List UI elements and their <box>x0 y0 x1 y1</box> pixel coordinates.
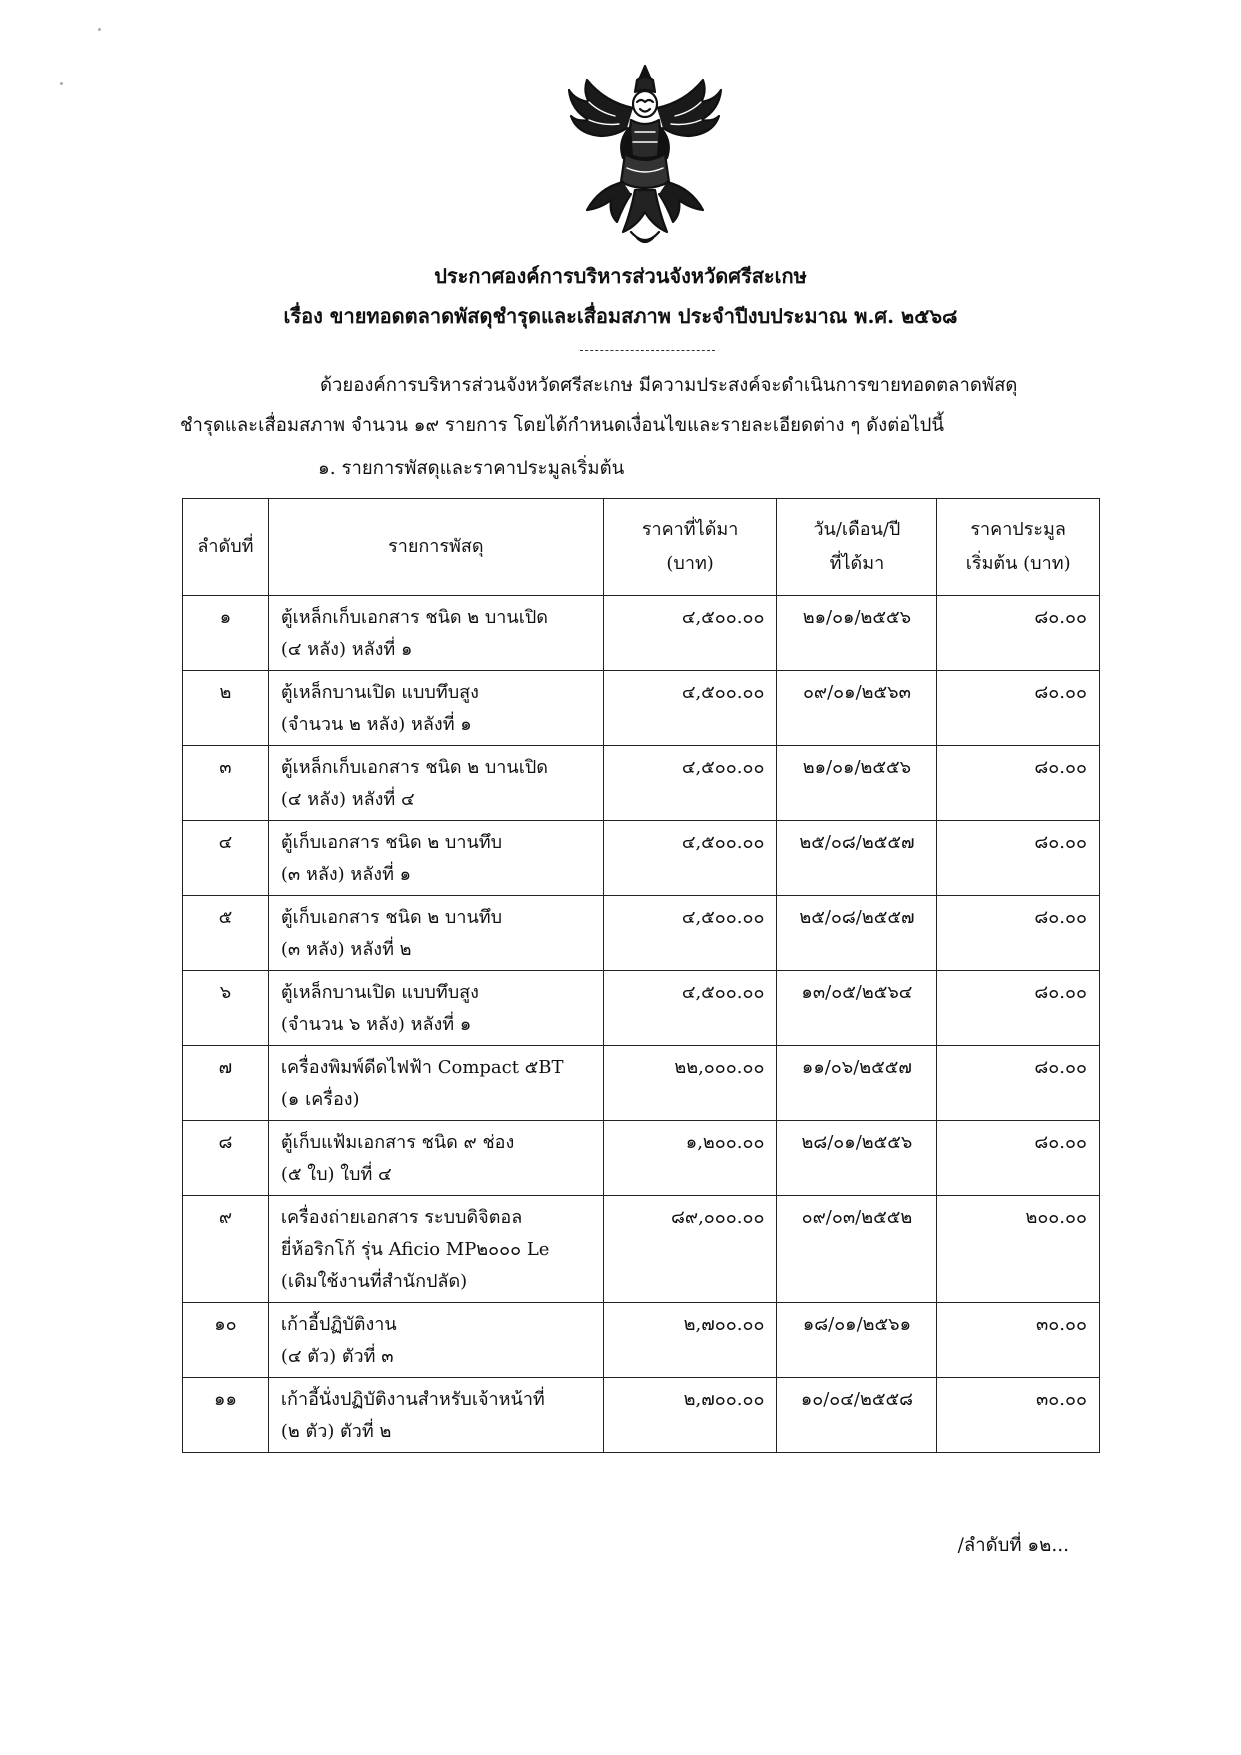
starting-bid: ๘๐.๐๐ <box>937 596 1100 671</box>
row-number: ๙ <box>183 1196 269 1303</box>
item-description <box>268 821 603 896</box>
table-header-row <box>183 499 1100 596</box>
starting-bid: ๘๐.๐๐ <box>937 896 1100 971</box>
item-description <box>268 971 603 1046</box>
col-header-date-sub: ที่ได้มา <box>829 553 885 574</box>
announcement-title: ประกาศองค์การบริหารส่วนจังหวัดศรีสะเกษ <box>434 264 807 288</box>
acquired-date: ๒๑/๐๑/๒๕๕๖ <box>777 596 937 671</box>
item-description <box>268 746 603 821</box>
item-description <box>268 1378 603 1453</box>
starting-bid: ๘๐.๐๐ <box>937 1121 1100 1196</box>
row-number: ๑๑ <box>183 1378 269 1453</box>
item-description <box>268 1121 603 1196</box>
col-header-price <box>603 499 777 596</box>
table-row <box>183 821 1100 896</box>
item-description <box>268 1196 603 1303</box>
items-table <box>182 498 1100 1453</box>
row-number: ๑ <box>183 596 269 671</box>
intro-paragraph-line1: ด้วยองค์การบริหารส่วนจังหวัดศรีสะเกษ มีความประสงค์จะดำเนินการขายทอดตลาดพัสดุ <box>320 375 1018 396</box>
item-line: ยี่ห้อริกโก้ รุ่น Aficio MP๒๐๐๐ Le <box>280 1239 550 1260</box>
acquired-date: ๑๐/๐๔/๒๕๕๘ <box>777 1378 937 1453</box>
scan-speck <box>98 28 101 31</box>
intro-paragraph-line2: ชำรุดและเสื่อมสภาพ จำนวน ๑๙ รายการ โดยได้กำหนดเงื่อนไขและรายละเอียดต่าง ๆ ดังต่อไปนี้ <box>180 415 945 436</box>
col-header-no-label: ลำดับที่ <box>197 536 254 557</box>
row-number: ๘ <box>183 1121 269 1196</box>
col-header-start-price <box>937 499 1100 596</box>
item-line: เครื่องถ่ายเอกสาร ระบบดิจิตอล <box>280 1207 523 1228</box>
col-header-item-label: รายการพัสดุ <box>388 536 484 557</box>
acquired-date: ๒๑/๐๑/๒๕๕๖ <box>777 746 937 821</box>
item-line: ตู้เหล็กเก็บเอกสาร ชนิด ๒ บานเปิด <box>280 607 548 628</box>
item-line: เครื่องพิมพ์ดีดไฟฟ้า Compact ๕BT <box>280 1057 564 1078</box>
col-header-start-unit: เริ่มต้น (บาท) <box>965 553 1071 574</box>
col-header-date <box>777 499 937 596</box>
item-line: (จำนวน ๒ หลัง) หลังที่ ๑ <box>280 714 472 735</box>
row-number: ๒ <box>183 671 269 746</box>
starting-bid: ๘๐.๐๐ <box>937 1046 1100 1121</box>
item-line: (๔ ตัว) ตัวที่ ๓ <box>280 1346 394 1367</box>
item-line: (๓ หลัง) หลังที่ ๒ <box>280 939 412 960</box>
item-line: (จำนวน ๖ หลัง) หลังที่ ๑ <box>280 1014 472 1035</box>
table-row <box>183 1196 1100 1303</box>
acquired-date: ๑๑/๐๖/๒๕๕๗ <box>777 1046 937 1121</box>
row-number: ๑๐ <box>183 1303 269 1378</box>
acquired-date: ๐๙/๐๓/๒๕๕๒ <box>777 1196 937 1303</box>
item-line: ตู้เก็บเอกสาร ชนิด ๒ บานทึบ <box>280 907 503 928</box>
item-line: (เดิมใช้งานที่สำนักปลัด) <box>280 1271 468 1292</box>
section-heading: ๑. รายการพัสดุและราคาประมูลเริ่มต้น <box>318 458 625 479</box>
item-description <box>268 671 603 746</box>
col-header-start-label: ราคาประมูล <box>970 519 1066 540</box>
row-number: ๕ <box>183 896 269 971</box>
table-row <box>183 896 1100 971</box>
title-divider <box>580 350 715 351</box>
table-row <box>183 1046 1100 1121</box>
acquired-price: ๔,๕๐๐.๐๐ <box>603 821 777 896</box>
table-row <box>183 596 1100 671</box>
acquired-price: ๔,๕๐๐.๐๐ <box>603 596 777 671</box>
acquired-price: ๒,๗๐๐.๐๐ <box>603 1378 777 1453</box>
item-description <box>268 596 603 671</box>
row-number: ๓ <box>183 746 269 821</box>
acquired-price: ๘๙,๐๐๐.๐๐ <box>603 1196 777 1303</box>
acquired-price: ๔,๕๐๐.๐๐ <box>603 896 777 971</box>
item-line: ตู้เก็บเอกสาร ชนิด ๒ บานทึบ <box>280 832 503 853</box>
starting-bid: ๘๐.๐๐ <box>937 971 1100 1046</box>
acquired-price: ๔,๕๐๐.๐๐ <box>603 746 777 821</box>
item-line: (๔ หลัง) หลังที่ ๔ <box>280 789 415 810</box>
acquired-price: ๒,๗๐๐.๐๐ <box>603 1303 777 1378</box>
acquired-price: ๔,๕๐๐.๐๐ <box>603 971 777 1046</box>
garuda-emblem <box>565 62 725 252</box>
item-line: (๕ ใบ) ใบที่ ๔ <box>280 1164 392 1185</box>
col-header-price-label: ราคาที่ได้มา <box>641 519 739 540</box>
acquired-date: ๑๓/๐๕/๒๕๖๔ <box>777 971 937 1046</box>
item-line: ตู้เหล็กบานเปิด แบบทึบสูง <box>280 682 479 703</box>
table-row <box>183 671 1100 746</box>
acquired-date: ๑๘/๐๑/๒๕๖๑ <box>777 1303 937 1378</box>
table-row <box>183 746 1100 821</box>
col-header-price-unit: (บาท) <box>666 553 714 574</box>
item-description <box>268 896 603 971</box>
col-header-date-label: วัน/เดือน/ปี <box>813 519 901 540</box>
item-description <box>268 1046 603 1121</box>
item-line: เก้าอี้ปฏิบัติงาน <box>280 1314 397 1335</box>
table-row <box>183 1121 1100 1196</box>
acquired-date: ๒๕/๐๘/๒๕๕๗ <box>777 821 937 896</box>
col-header-item <box>268 499 603 596</box>
item-line: ตู้เหล็กเก็บเอกสาร ชนิด ๒ บานเปิด <box>280 757 548 778</box>
acquired-price: ๔,๕๐๐.๐๐ <box>603 671 777 746</box>
item-line: (๓ หลัง) หลังที่ ๑ <box>280 864 412 885</box>
item-line: เก้าอี้นั่งปฏิบัติงานสำหรับเจ้าหน้าที่ <box>280 1389 545 1410</box>
starting-bid: ๓๐.๐๐ <box>937 1378 1100 1453</box>
row-number: ๖ <box>183 971 269 1046</box>
starting-bid: ๘๐.๐๐ <box>937 671 1100 746</box>
continuation-note: /ลำดับที่ ๑๒... <box>957 1535 1069 1556</box>
col-header-no <box>183 499 269 596</box>
starting-bid: ๒๐๐.๐๐ <box>937 1196 1100 1303</box>
starting-bid: ๘๐.๐๐ <box>937 746 1100 821</box>
table-row <box>183 971 1100 1046</box>
item-line: ตู้เหล็กบานเปิด แบบทึบสูง <box>280 982 479 1003</box>
acquired-date: ๒๕/๐๘/๒๕๕๗ <box>777 896 937 971</box>
row-number: ๗ <box>183 1046 269 1121</box>
item-description <box>268 1303 603 1378</box>
item-line: (๒ ตัว) ตัวที่ ๒ <box>280 1421 392 1442</box>
announcement-subject: เรื่อง ขายทอดตลาดพัสดุชำรุดและเสื่อมสภาพ ประจำปีงบประมาณ พ.ศ. ๒๕๖๘ <box>283 304 958 328</box>
acquired-price: ๒๒,๐๐๐.๐๐ <box>603 1046 777 1121</box>
table-row <box>183 1378 1100 1453</box>
item-line: ตู้เก็บแฟ้มเอกสาร ชนิด ๙ ช่อง <box>280 1132 515 1153</box>
table-row <box>183 1303 1100 1378</box>
acquired-date: ๐๙/๐๑/๒๕๖๓ <box>777 671 937 746</box>
starting-bid: ๓๐.๐๐ <box>937 1303 1100 1378</box>
acquired-price: ๑,๒๐๐.๐๐ <box>603 1121 777 1196</box>
item-line: (๔ หลัง) หลังที่ ๑ <box>280 639 413 660</box>
scan-speck <box>60 82 63 85</box>
acquired-date: ๒๘/๐๑/๒๕๕๖ <box>777 1121 937 1196</box>
item-line: (๑ เครื่อง) <box>280 1089 360 1110</box>
row-number: ๔ <box>183 821 269 896</box>
starting-bid: ๘๐.๐๐ <box>937 821 1100 896</box>
